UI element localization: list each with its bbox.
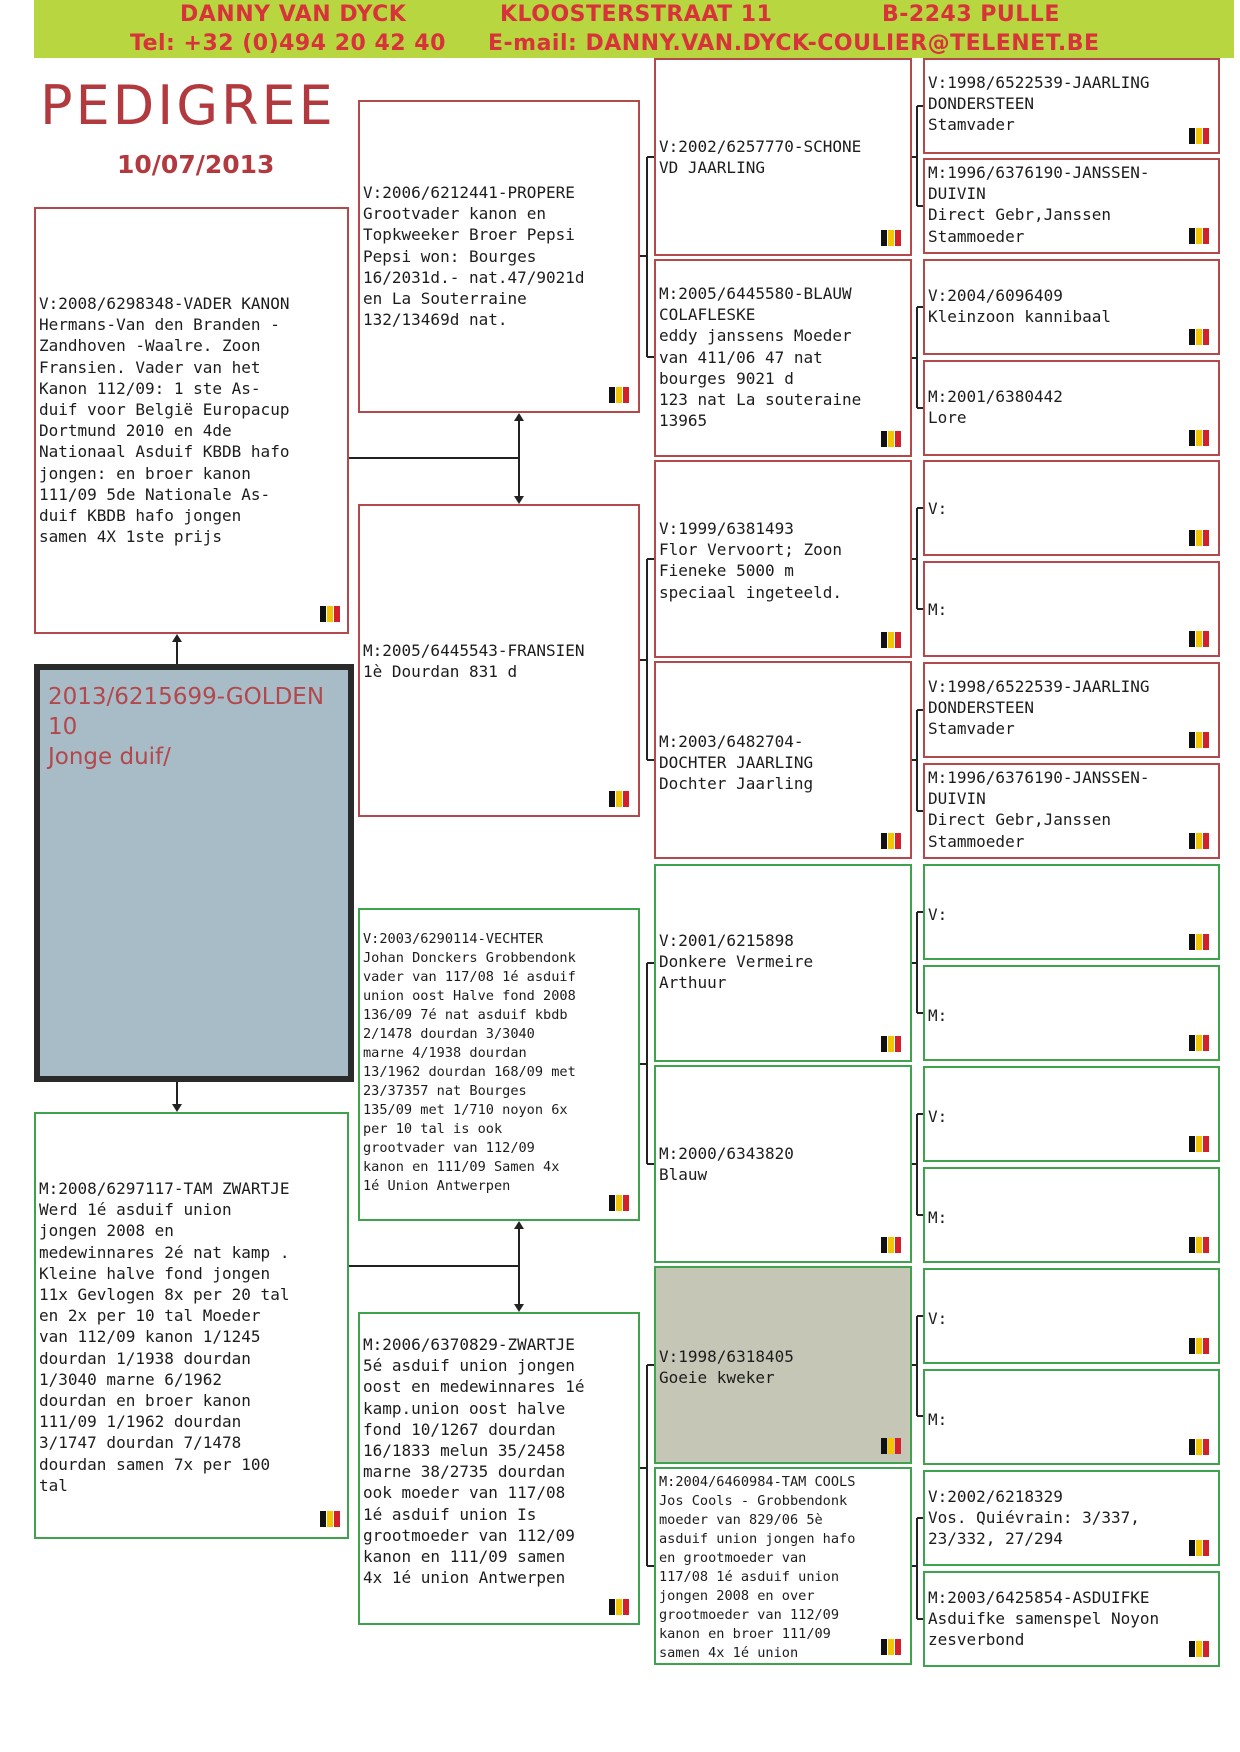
dam-text: M:2008/6297117-TAM ZWARTJE Werd 1é asduif union jongen 2008 en medewinnares 2é nat kamp . Kleine halve fond jongen 11x Gevlogen 8x per 20 tal en 2x per 10 tal Moeder van 112/09 kanon 1/1245 dourdan 1/1938 dourdan 1/3040 marne 6/1962 dourdan en broer kanon 111/09 1/1962 dourdan 3/1747 dourdan 7/1478 dourdan samen 7x per 100 tal	[39, 1179, 290, 1495]
gggp-text-15: V:2002/6218329 Vos. Quiévrain: 3/337, 23/332, 27/294	[928, 1487, 1140, 1549]
breeder-street: KLOOSTERSTRAAT 11	[500, 2, 773, 27]
breeder-city: B-2243 PULLE	[882, 2, 1060, 27]
gggp-text-1: V:1998/6522539-JAARLING DONDERSTEEN Stamvader	[928, 73, 1150, 135]
breeder-phone: Tel: +32 (0)494 20 42 40	[130, 31, 446, 56]
gggp-text-2: M:1996/6376190-JANSSEN- DUIVIN Direct Gebr,Janssen Stammoeder	[928, 163, 1150, 246]
paternal-grandsire-text: V:2006/6212441-PROPERE Grootvader kanon en Topkweeker Broer Pepsi Pepsi won: Bourges 16/2031d.- nat.47/9021d en La Souterraine 132/13469d nat.	[363, 183, 585, 330]
maternal-granddam-text: M:2006/6370829-ZWARTJE 5é asduif union jongen oost en medewinnares 1é kamp.union oost halve fond 10/1267 dourdan 16/1833 melun 35/2458 marne 38/2735 dourdan ook moeder van 117/08 1é asduif union Is grootmoeder van 112/09 kanon en 111/09 samen 4x 1é union Antwerpen	[363, 1335, 585, 1588]
gggp-text-7: V:1998/6522539-JAARLING DONDERSTEEN Stamvader	[928, 677, 1150, 739]
ggp-text-8: M:2004/6460984-TAM COOLS Jos Cools - Grobbendonk moeder van 829/06 5è asduif union jongen hafo en grootmoeder van 117/08 1é asduif union jongen 2008 en over grootmoeder van 112/09 kanon en broer 111/09 samen 4x 1é union	[659, 1474, 856, 1661]
gggp-text-5: V:	[928, 499, 948, 518]
ggp-text-1: V:2002/6257770-SCHONE VD JAARLING	[659, 137, 862, 178]
ggp-text-7: V:1998/6318405 Goeie kweker	[659, 1347, 794, 1388]
breeder-name: DANNY VAN DYCK	[180, 2, 407, 27]
subject-ring: 2013/6215699-GOLDEN	[48, 684, 325, 710]
sire-text: V:2008/6298348-VADER KANON Hermans-Van den Branden - Zandhoven -Waalre. Zoon Fransien. Vader van het Kanon 112/09: 1 ste As- duif voor België Europacup Dortmund 2010 en 4de Nationaal Asduif KBDB hafo jongen: en broer kanon 111/09 5de Nationale As- duif KBDB hafo jongen samen 4X 1ste prijs	[39, 294, 290, 547]
gggp-text-6: M:	[928, 600, 948, 619]
paternal-granddam-text: M:2005/6445543-FRANSIEN 1è Dourdan 831 d	[363, 641, 585, 682]
gggp-text-11: V:	[928, 1107, 948, 1126]
breeder-email: E-mail: DANNY.VAN.DYCK-COULIER@TELENET.BE	[488, 31, 1100, 56]
pedigree-date: 10/07/2013	[117, 150, 275, 179]
gggp-text-16: M:2003/6425854-ASDUIFKE Asduifke samenspel Noyon zesverbond	[928, 1588, 1160, 1650]
ggp-text-5: V:2001/6215898 Donkere Vermeire Arthuur	[659, 931, 814, 993]
subject-age: Jonge duif/	[48, 744, 171, 770]
subject-name-cont: 10	[48, 714, 78, 740]
gggp-text-3: V:2004/6096409 Kleinzoon kannibaal	[928, 286, 1112, 327]
gggp-text-8: M:1996/6376190-JANSSEN- DUIVIN Direct Gebr,Janssen Stammoeder	[928, 768, 1150, 851]
ggp-text-6: M:2000/6343820 Blauw	[659, 1144, 794, 1185]
gggp-text-12: M:	[928, 1208, 948, 1227]
gggp-text-10: M:	[928, 1006, 948, 1025]
gggp-text-9: V:	[928, 905, 948, 924]
gggp-text-14: M:	[928, 1410, 948, 1429]
page-title: PEDIGREE	[40, 74, 336, 137]
gggp-text-13: V:	[928, 1309, 948, 1328]
ggp-text-3: V:1999/6381493 Flor Vervoort; Zoon Fieneke 5000 m speciaal ingeteeld.	[659, 519, 843, 602]
ggp-text-4: M:2003/6482704- DOCHTER JAARLING Dochter Jaarling	[659, 732, 814, 794]
gggp-text-4: M:2001/6380442 Lore	[928, 387, 1063, 428]
maternal-grandsire-text: V:2003/6290114-VECHTER Johan Donckers Grobbendonk vader van 117/08 1é asduif union oost Halve fond 2008 136/09 7é nat asduif kbdb 2/1478 dourdan 3/3040 marne 4/1938 dourdan 13/1962 dourdan 168/09 met 23/37357 nat Bourges 135/09 met 1/710 noyon 6x per 10 tal is ook grootvader van 112/09 kanon en 111/09 Samen 4x 1é Union Antwerpen	[363, 931, 576, 1194]
ggp-text-2: M:2005/6445580-BLAUW COLAFLESKE eddy janssens Moeder van 411/06 47 nat bourges 9021 d 123 nat La souteraine 13965	[659, 284, 862, 431]
